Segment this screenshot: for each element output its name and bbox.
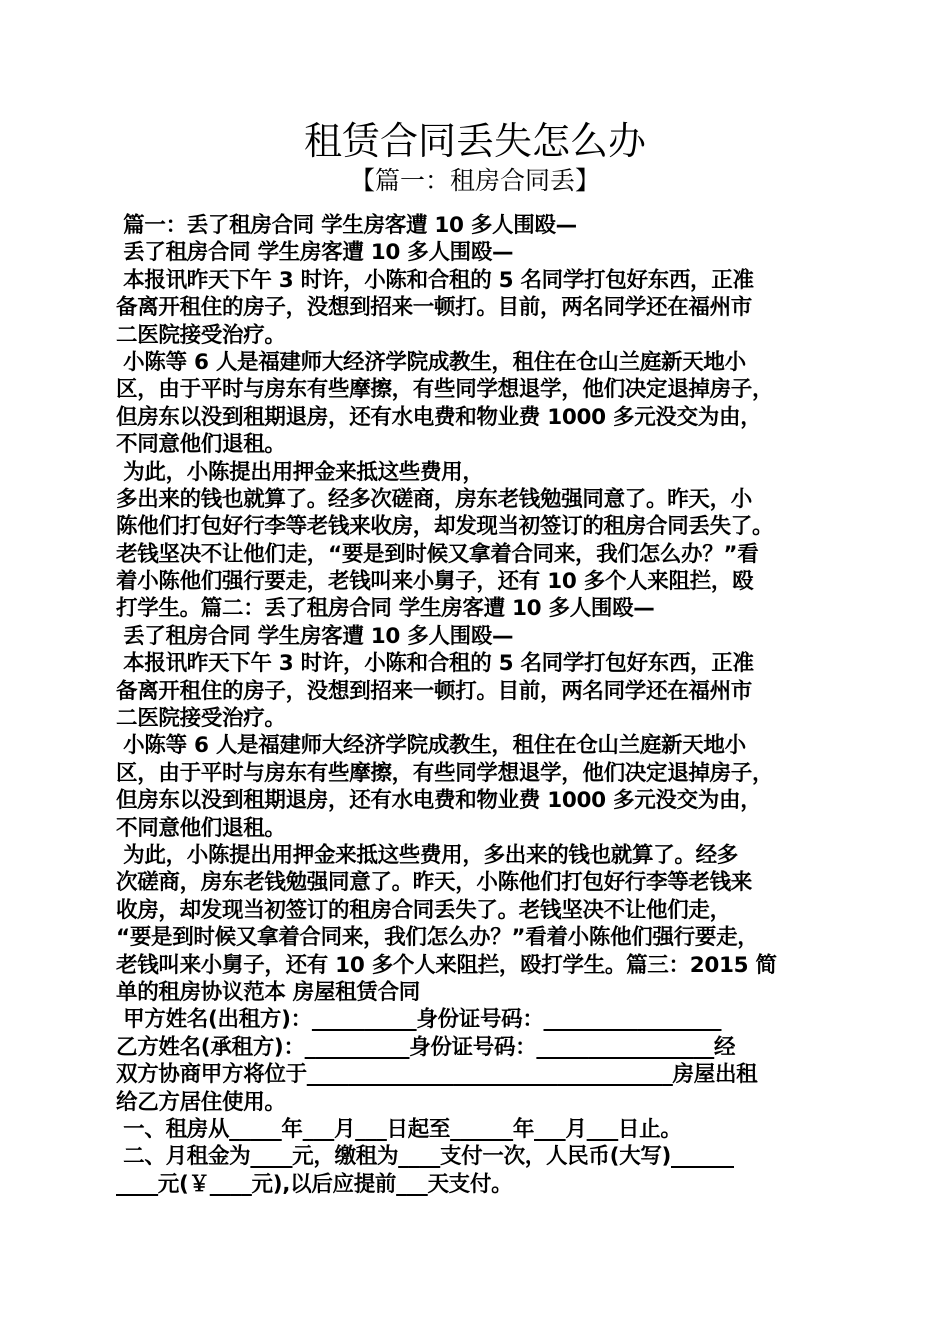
body-line: 备离开租住的房子，没想到招来一顿打。目前，两名同学还在福州市 <box>116 295 753 321</box>
document-body <box>116 212 856 1198</box>
body-line: 不同意他们退租。 <box>116 815 286 841</box>
body-line: 乙方姓名(承租方)：__________身份证号码：_________________经 <box>116 1034 736 1060</box>
body-line: ____元(￥____元),以后应提前___天支付。 <box>116 1171 513 1197</box>
body-line: 二、月租金为____元，缴租为____支付一次，人民币(大写)______ <box>116 1144 734 1170</box>
body-line: 但房东以没到租期退房，还有水电费和物业费 1000 多元没交为由， <box>116 404 762 430</box>
body-line: 次磋商，房东老钱勉强同意了。昨天，小陈他们打包好行李等老钱来 <box>116 870 753 896</box>
body-line: 收房，却发现当初签订的租房合同丢失了。老钱坚决不让他们走， <box>116 897 731 923</box>
body-line: 二医院接受治疗。 <box>116 706 286 732</box>
body-line: 不同意他们退租。 <box>116 432 286 458</box>
body-line: 老钱叫来小舅子，还有 10 多个人来阻拦，殴打学生。篇三：2015 简 <box>116 952 777 978</box>
body-line: 老钱坚决不让他们走，“要是到时候又拿着合同来，我们怎么办？”看 <box>116 541 759 567</box>
body-line: 丢了租房合同 学生房客遭 10 多人围殴— <box>116 240 514 266</box>
body-line: “要是到时候又拿着合同来，我们怎么办？”看着小陈他们强行要走， <box>116 925 759 951</box>
body-line: 打学生。篇二：丢了租房合同 学生房客遭 10 多人围殴— <box>116 596 655 622</box>
document-subtitle: 【篇一：租房合同丢】 <box>349 166 600 195</box>
body-line: 丢了租房合同 学生房客遭 10 多人围殴— <box>116 623 514 649</box>
body-line: 陈他们打包好行李等老钱来收房，却发现当初签订的租房合同丢失了。 <box>116 514 774 540</box>
body-line: 小陈等 6 人是福建师大经济学院成教生，租住在仓山兰庭新天地小 <box>116 349 746 375</box>
body-line: 为此，小陈提出用押金来抵这些费用， <box>116 459 484 485</box>
body-line: 多出来的钱也就算了。经多次磋商，房东老钱勉强同意了。昨天，小 <box>116 486 753 512</box>
body-line: 为此，小陈提出用押金来抵这些费用，多出来的钱也就算了。经多 <box>116 842 738 868</box>
body-line: 备离开租住的房子，没想到招来一顿打。目前，两名同学还在福州市 <box>116 678 753 704</box>
body-line: 给乙方居住使用。 <box>116 1089 286 1115</box>
body-line: 二医院接受治疗。 <box>116 322 286 348</box>
body-line: 本报讯昨天下午 3 时许，小陈和合租的 5 名同学打包好东西，正准 <box>116 267 754 293</box>
body-line: 甲方姓名(出租方)：__________身份证号码：_________________ <box>116 1007 722 1033</box>
body-line: 双方协商甲方将位于___________________________________房屋出租 <box>116 1062 758 1088</box>
document-title: 租赁合同丢失怎么办 <box>303 119 646 163</box>
body-line: 区，由于平时与房东有些摩擦，有些同学想退学，他们决定退掉房子， <box>116 377 774 403</box>
body-line: 着小陈他们强行要走，老钱叫来小舅子，还有 10 多个人来阻拦，殴 <box>116 569 754 595</box>
body-line: 一、租房从_____年___月___日起至______年___月___日止。 <box>116 1116 682 1142</box>
body-line: 小陈等 6 人是福建师大经济学院成教生，租住在仓山兰庭新天地小 <box>116 733 746 759</box>
body-line: 本报讯昨天下午 3 时许，小陈和合租的 5 名同学打包好东西，正准 <box>116 651 754 677</box>
body-line: 但房东以没到租期退房，还有水电费和物业费 1000 多元没交为由， <box>116 788 762 814</box>
body-line: 区，由于平时与房东有些摩擦，有些同学想退学，他们决定退掉房子， <box>116 760 774 786</box>
body-line: 篇一：丢了租房合同 学生房客遭 10 多人围殴— <box>116 213 577 238</box>
body-line: 单的租房协议范本 房屋租赁合同 <box>116 979 420 1005</box>
